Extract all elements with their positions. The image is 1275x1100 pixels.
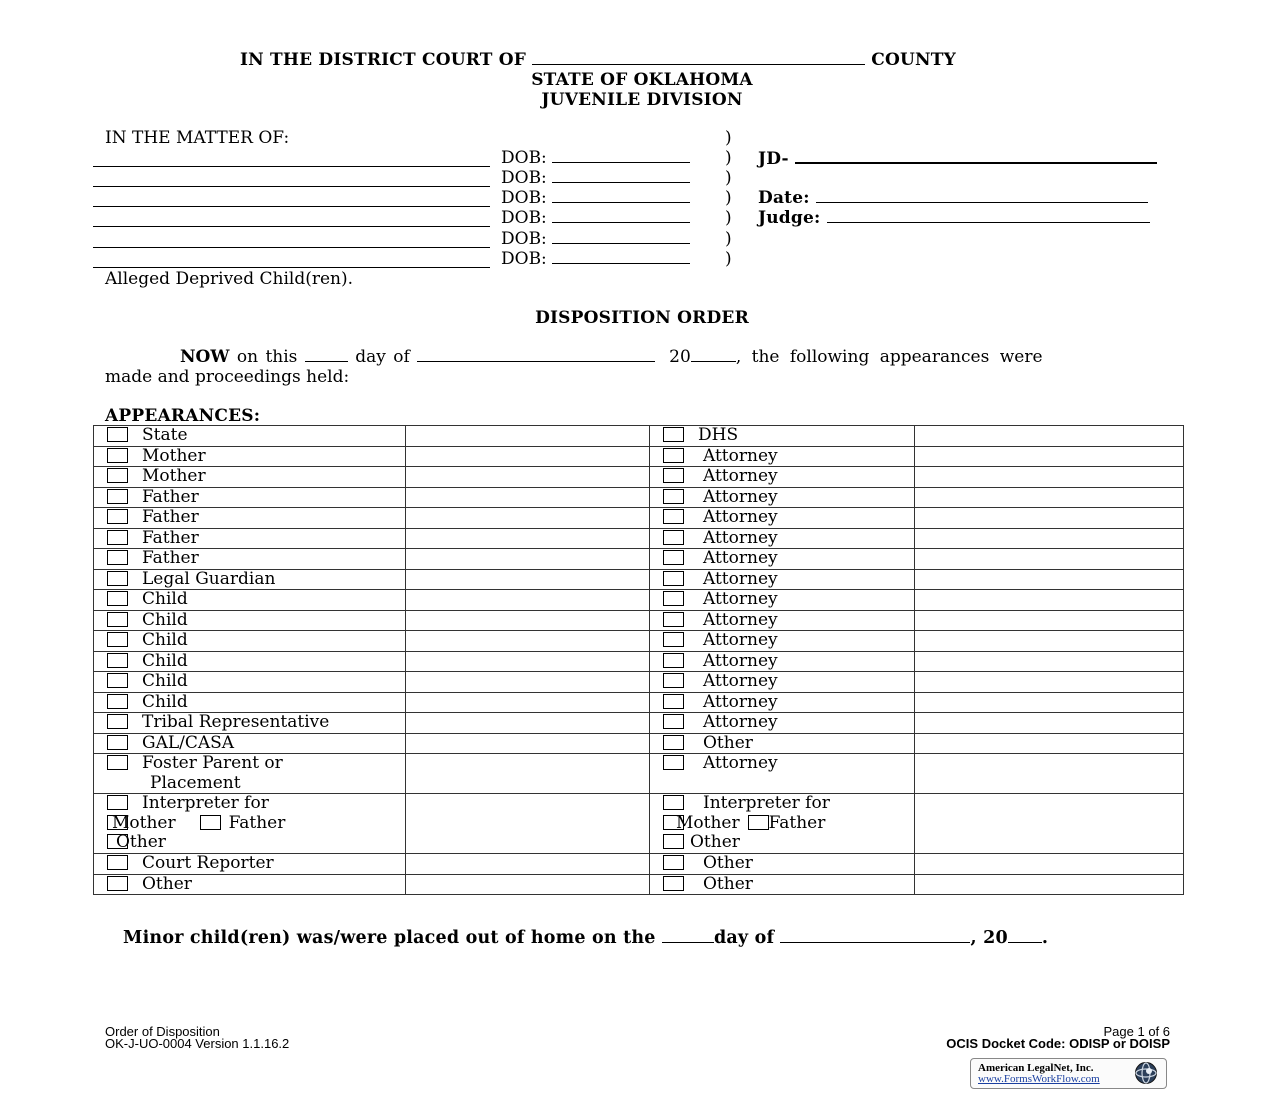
appearance-name-cell[interactable] (915, 651, 1184, 672)
dob-label: DOB: (501, 229, 547, 249)
party-cell (94, 528, 406, 549)
party-cell (94, 426, 406, 447)
table-row (94, 446, 1184, 467)
appearance-name-cell[interactable] (915, 426, 1184, 447)
checkbox[interactable] (663, 735, 684, 750)
intro-line-1 (180, 347, 1043, 367)
intro-year-blank[interactable] (691, 347, 736, 362)
party-label: Attorney (703, 650, 778, 671)
table-row (94, 549, 1184, 570)
date-blank[interactable] (816, 188, 1148, 203)
party-cell (650, 590, 915, 611)
day-of-text: day of (355, 347, 410, 367)
party-cell (650, 874, 915, 895)
party-cell (94, 631, 406, 652)
checkbox[interactable] (663, 673, 684, 688)
dob-label: DOB: (501, 249, 547, 269)
county-blank[interactable] (532, 50, 865, 65)
appearance-name-cell[interactable] (406, 426, 650, 447)
in-matter-of-label: IN THE MATTER OF: (105, 128, 290, 148)
checkbox[interactable] (663, 834, 684, 849)
party-label: Mother (142, 445, 206, 466)
party-cell (94, 794, 406, 854)
checkbox[interactable] (663, 714, 684, 729)
appearance-name-cell[interactable] (406, 508, 650, 529)
globe-icon (1129, 1061, 1163, 1085)
checkbox[interactable] (107, 755, 128, 770)
party-cell (94, 874, 406, 895)
vendor-name: American LegalNet, Inc. (978, 1062, 1094, 1074)
table-row (94, 508, 1184, 529)
party-label: Child (142, 691, 188, 712)
party-label: Tribal Representative (142, 712, 330, 732)
party-cell (650, 508, 915, 529)
checkbox[interactable] (107, 876, 128, 891)
checkbox[interactable] (107, 735, 128, 750)
appearance-name-cell[interactable] (406, 569, 650, 590)
party-label: Mother (112, 812, 176, 833)
appearance-name-cell[interactable] (406, 549, 650, 570)
judge-blank[interactable] (827, 208, 1150, 223)
dob-blank[interactable] (552, 168, 690, 183)
dob-field[interactable] (501, 249, 690, 269)
dob-field[interactable] (501, 208, 690, 228)
party-label: Other (703, 732, 753, 753)
paren: ) (725, 208, 732, 228)
appearance-name-cell[interactable] (915, 713, 1184, 734)
appearance-name-cell[interactable] (406, 754, 650, 794)
party-label: Attorney (703, 507, 778, 527)
checkbox[interactable] (107, 591, 128, 606)
party-label: Child (142, 609, 188, 630)
state-heading: STATE OF OKLAHOMA (531, 70, 753, 90)
party-label: Child (142, 630, 188, 650)
party-cell (650, 528, 915, 549)
appearance-name-cell[interactable] (406, 733, 650, 754)
table-row (94, 874, 1184, 895)
checkbox[interactable] (107, 714, 128, 729)
checkbox[interactable] (663, 855, 684, 870)
child-name-line[interactable] (93, 186, 490, 187)
table-row (94, 569, 1184, 590)
appearance-name-cell[interactable] (915, 467, 1184, 488)
party-cell (650, 426, 915, 447)
appearance-name-cell[interactable] (915, 590, 1184, 611)
party-label: Other (142, 873, 192, 894)
party-label: Mother (676, 812, 740, 833)
checkbox[interactable] (107, 795, 128, 810)
division-heading: JUVENILE DIVISION (541, 90, 743, 110)
party-label: Father (768, 812, 826, 833)
appearance-name-cell[interactable] (406, 590, 650, 611)
appearance-name-cell[interactable] (915, 733, 1184, 754)
party-cell (650, 610, 915, 631)
child-name-line[interactable] (93, 226, 490, 227)
document-title: DISPOSITION ORDER (535, 308, 749, 328)
party-label: Attorney (703, 548, 778, 568)
table-row (94, 426, 1184, 447)
placement-year-blank[interactable] (1008, 928, 1042, 943)
alleged-label: Alleged Deprived Child(ren). (105, 269, 354, 289)
party-label: Other (116, 832, 166, 852)
party-label: Legal Guardian (142, 568, 276, 589)
table-row (94, 754, 1184, 794)
footer-form-code: OK-J-UO-0004 Version 1.1.16.2 (105, 1036, 290, 1051)
party-label: Other (703, 873, 753, 894)
party-label: Father (142, 486, 199, 507)
dob-label: DOB: (501, 188, 547, 208)
party-label: Attorney (703, 630, 778, 650)
table-row (94, 651, 1184, 672)
checkbox[interactable] (107, 571, 128, 586)
party-label: Father (228, 812, 286, 833)
paren: ) (725, 229, 732, 249)
party-cell (650, 713, 915, 734)
checkbox[interactable] (663, 427, 684, 442)
appearance-name-cell[interactable] (915, 794, 1184, 854)
date-field[interactable] (758, 188, 1148, 208)
party-cell (94, 508, 406, 529)
party-label: Attorney (703, 753, 778, 773)
checkbox[interactable] (107, 489, 128, 504)
party-label: Other (703, 853, 753, 873)
paren: ) (725, 249, 732, 269)
party-cell (650, 446, 915, 467)
dob-blank[interactable] (552, 208, 690, 223)
court-suffix: COUNTY (871, 50, 956, 70)
table-row (94, 733, 1184, 754)
appearance-name-cell[interactable] (915, 487, 1184, 508)
paren: ) (725, 168, 732, 188)
party-cell (94, 672, 406, 693)
placement-day-of: day of (713, 928, 775, 948)
party-label: Mother (142, 466, 206, 486)
court-prefix: IN THE DISTRICT COURT OF (240, 50, 527, 70)
party-cell (650, 631, 915, 652)
party-cell (94, 713, 406, 734)
appearance-name-cell[interactable] (915, 692, 1184, 713)
appearance-name-cell[interactable] (915, 754, 1184, 794)
checkbox[interactable] (663, 755, 684, 770)
party-cell (94, 692, 406, 713)
table-row (94, 467, 1184, 488)
checkbox[interactable] (748, 815, 769, 830)
party-cell (650, 487, 915, 508)
placement-period: . (1041, 928, 1049, 948)
party-label: Attorney (703, 691, 778, 712)
following-text: , the following appearances were (735, 347, 1043, 367)
party-label: Court Reporter (142, 853, 274, 873)
court-header-line (240, 50, 956, 70)
now-word: NOW (180, 347, 230, 367)
intro-line-2: made and proceedings held: (105, 367, 350, 387)
appearance-name-cell[interactable] (406, 487, 650, 508)
party-label: Placement (150, 772, 241, 793)
party-label: State (142, 425, 188, 445)
appearance-name-cell[interactable] (406, 467, 650, 488)
child-name-line[interactable] (93, 166, 490, 167)
vendor-badge[interactable] (970, 1058, 1167, 1089)
judge-field[interactable] (758, 208, 1150, 228)
party-label: Child (142, 589, 188, 609)
checkbox[interactable] (663, 489, 684, 504)
party-label: Attorney (703, 445, 778, 466)
party-cell (650, 794, 915, 854)
judge-label: Judge: (758, 208, 821, 228)
checkbox[interactable] (663, 795, 684, 810)
intro-day-blank[interactable] (305, 347, 348, 362)
appearance-name-cell[interactable] (915, 528, 1184, 549)
jd-label: JD- (758, 149, 789, 169)
footer-page-number: Page 1 of 6 (1103, 1024, 1170, 1039)
dob-blank[interactable] (552, 148, 690, 163)
table-row (94, 713, 1184, 734)
checkbox[interactable] (107, 509, 128, 524)
on-this-text: on this (236, 347, 298, 367)
checkbox[interactable] (107, 855, 128, 870)
dob-blank[interactable] (552, 249, 690, 264)
placement-day-blank[interactable] (662, 928, 714, 943)
paren: ) (725, 188, 732, 208)
checkbox[interactable] (663, 571, 684, 586)
party-cell (94, 651, 406, 672)
party-label: Father (142, 507, 199, 527)
party-label: Attorney (703, 712, 778, 732)
party-cell (94, 446, 406, 467)
party-cell (650, 569, 915, 590)
appearance-name-cell[interactable] (406, 528, 650, 549)
checkbox[interactable] (107, 448, 128, 463)
party-label: Interpreter for (703, 793, 830, 813)
party-label: Child (142, 671, 188, 691)
paren: ) (725, 148, 732, 168)
party-label: Foster Parent or (142, 753, 283, 773)
checkbox[interactable] (107, 530, 128, 545)
dob-field[interactable] (501, 229, 690, 249)
appearance-name-cell[interactable] (406, 713, 650, 734)
dob-field[interactable] (501, 148, 690, 168)
party-label: Attorney (703, 568, 778, 589)
party-cell (650, 854, 915, 875)
party-label: DHS (698, 425, 739, 445)
table-row (94, 692, 1184, 713)
party-cell (94, 467, 406, 488)
table-row (94, 631, 1184, 652)
child-name-line[interactable] (93, 267, 490, 268)
placement-line (123, 928, 1048, 948)
party-cell (94, 590, 406, 611)
checkbox[interactable] (663, 612, 684, 627)
appearance-name-cell[interactable] (915, 672, 1184, 693)
appearance-name-cell[interactable] (915, 854, 1184, 875)
table-row (94, 590, 1184, 611)
checkbox[interactable] (663, 653, 684, 668)
checkbox[interactable] (107, 694, 128, 709)
party-cell (94, 487, 406, 508)
checkbox[interactable] (107, 632, 128, 647)
appearance-name-cell[interactable] (915, 549, 1184, 570)
appearance-name-cell[interactable] (915, 446, 1184, 467)
appearance-name-cell[interactable] (406, 651, 650, 672)
party-cell (94, 549, 406, 570)
party-label: Father (142, 527, 199, 548)
date-label: Date: (758, 188, 810, 208)
dob-label: DOB: (501, 208, 547, 228)
checkbox[interactable] (663, 591, 684, 606)
appearances-heading: APPEARANCES: (105, 406, 261, 426)
checkbox[interactable] (663, 694, 684, 709)
party-label: Father (142, 548, 199, 568)
table-row (94, 487, 1184, 508)
party-label: Attorney (703, 466, 778, 486)
table-row (94, 528, 1184, 549)
checkbox[interactable] (200, 815, 221, 830)
checkbox[interactable] (663, 509, 684, 524)
appearance-name-cell[interactable] (915, 508, 1184, 529)
checkbox[interactable] (663, 550, 684, 565)
checkbox[interactable] (663, 876, 684, 891)
party-label: Attorney (703, 486, 778, 507)
jd-blank[interactable] (795, 148, 1157, 164)
placement-month-blank[interactable] (780, 928, 970, 943)
party-cell (650, 672, 915, 693)
dob-field[interactable] (501, 168, 690, 188)
party-cell (94, 754, 406, 794)
party-label: Attorney (703, 589, 778, 609)
checkbox[interactable] (663, 530, 684, 545)
appearance-name-cell[interactable] (406, 874, 650, 895)
table-row (94, 610, 1184, 631)
party-label: Interpreter for (142, 793, 269, 813)
appearance-name-cell[interactable] (915, 631, 1184, 652)
party-label: GAL/CASA (142, 732, 235, 753)
party-cell (650, 692, 915, 713)
paren: ) (725, 128, 732, 148)
table-row (94, 854, 1184, 875)
placement-year-prefix: , 20 (970, 928, 1008, 948)
jd-field[interactable] (758, 148, 1157, 169)
table-row (94, 672, 1184, 693)
party-cell (94, 854, 406, 875)
intro-month-blank[interactable] (417, 347, 655, 362)
vendor-link[interactable]: www.FormsWorkFlow.com (978, 1073, 1100, 1085)
party-cell (650, 467, 915, 488)
appearance-name-cell[interactable] (406, 854, 650, 875)
appearance-name-cell[interactable] (406, 692, 650, 713)
appearance-name-cell[interactable] (406, 794, 650, 854)
child-name-line[interactable] (93, 247, 490, 248)
party-cell (650, 549, 915, 570)
checkbox[interactable] (663, 448, 684, 463)
appearance-name-cell[interactable] (406, 446, 650, 467)
appearances-table (93, 425, 1184, 895)
footer-docket-code: OCIS Docket Code: ODISP or DOISP (946, 1036, 1170, 1051)
party-cell (94, 569, 406, 590)
dob-blank[interactable] (552, 229, 690, 244)
party-cell (94, 733, 406, 754)
table-row (94, 794, 1184, 854)
appearance-name-cell[interactable] (406, 631, 650, 652)
checkbox[interactable] (107, 612, 128, 627)
checkbox[interactable] (663, 632, 684, 647)
footer-form-name: Order of Disposition (105, 1024, 220, 1039)
dob-field[interactable] (501, 188, 690, 208)
party-cell (650, 754, 915, 794)
party-label: Attorney (703, 527, 778, 548)
year-prefix: 20 (669, 347, 691, 367)
party-cell (94, 610, 406, 631)
appearance-name-cell[interactable] (406, 672, 650, 693)
checkbox[interactable] (107, 673, 128, 688)
party-label: Attorney (703, 671, 778, 691)
party-label: Other (690, 832, 740, 852)
dob-blank[interactable] (552, 188, 690, 203)
checkbox[interactable] (107, 653, 128, 668)
placement-prefix: Minor child(ren) was/were placed out of home on the (123, 928, 656, 948)
child-name-line[interactable] (93, 206, 490, 207)
checkbox[interactable] (107, 550, 128, 565)
dob-label: DOB: (501, 148, 547, 168)
party-label: Child (142, 650, 188, 671)
party-cell (650, 733, 915, 754)
appearance-name-cell[interactable] (915, 610, 1184, 631)
appearance-name-cell[interactable] (915, 874, 1184, 895)
checkbox[interactable] (107, 468, 128, 483)
checkbox[interactable] (663, 468, 684, 483)
party-cell (650, 651, 915, 672)
dob-label: DOB: (501, 168, 547, 188)
appearance-name-cell[interactable] (406, 610, 650, 631)
checkbox[interactable] (107, 427, 128, 442)
party-label: Attorney (703, 609, 778, 630)
appearance-name-cell[interactable] (915, 569, 1184, 590)
